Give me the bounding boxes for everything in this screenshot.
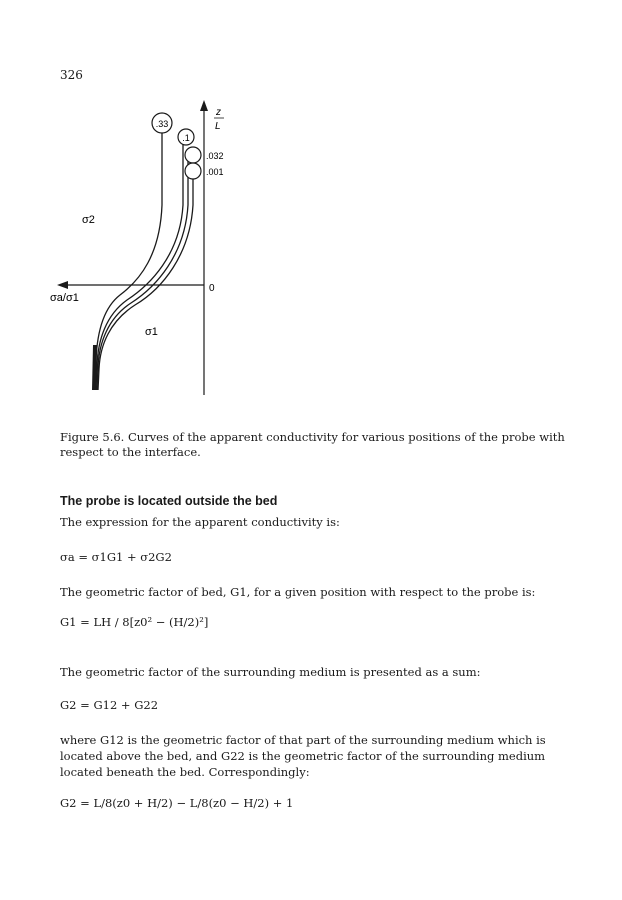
equation-3: G2 = G12 + G22 — [60, 698, 159, 712]
zero-label: 0 — [209, 283, 215, 294]
label-0032: .032 — [206, 151, 224, 161]
equation-4: G2 = L/8(z0 + H/2) − L/8(z0 − H/2) + 1 — [60, 796, 294, 810]
paragraph-4: where G12 is the geometric factor of that part of the surrounding medium which is located above the bed, and G22 is the geometric factor of the surrounding medium located beneath the bed. Correspondingly: — [60, 733, 546, 779]
section-heading: The probe is located outside the bed — [60, 494, 278, 508]
paragraph-3: The geometric factor of the surrounding medium is presented as a sum: — [60, 665, 481, 679]
curve-base-thick — [94, 345, 95, 390]
ratio-label: σa/σ1 — [50, 292, 79, 304]
figure-caption: Figure 5.6. Curves of the apparent conductivity for various positions of the probe with respect to the interface. — [60, 430, 565, 459]
horizontal-axis-arrow — [57, 281, 68, 289]
axis-label-z: z — [216, 107, 221, 118]
curve-0032 — [97, 157, 188, 390]
curve-033 — [95, 115, 162, 390]
label-0001: .001 — [206, 167, 224, 177]
paragraph-2: The geometric factor of bed, G1, for a given position with respect to the probe is: — [60, 585, 536, 599]
paragraph-1: The expression for the apparent conductivity is: — [60, 515, 340, 529]
label-01: .1 — [182, 133, 190, 143]
circle-0001 — [185, 163, 201, 179]
sigma1-label: σ1 — [145, 326, 158, 338]
circle-0032 — [185, 147, 201, 163]
vertical-axis-arrow — [200, 100, 208, 111]
conductivity-figure — [40, 95, 280, 405]
equation-2: G1 = LH / 8[z0² − (H/2)²] — [60, 615, 209, 629]
label-033: .33 — [155, 119, 169, 129]
sigma2-label: σ2 — [82, 214, 95, 226]
curve-0001 — [98, 175, 193, 390]
equation-1: σa = σ1G1 + σ2G2 — [60, 550, 172, 564]
axis-label-L: L — [215, 121, 221, 132]
page-number: 326 — [60, 68, 83, 82]
